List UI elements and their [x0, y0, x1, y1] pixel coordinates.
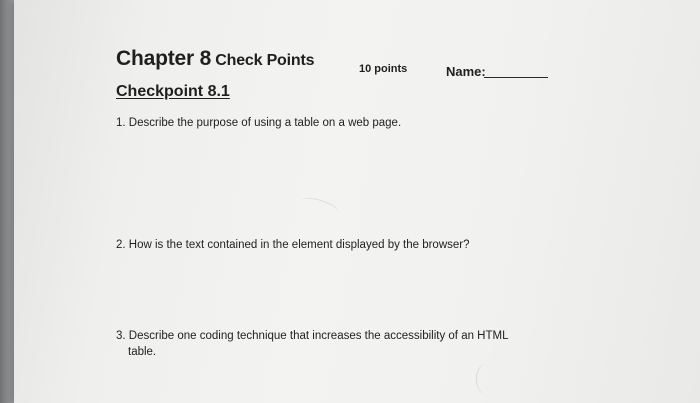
- name-blank-line: [484, 77, 548, 78]
- question-3-line-1: 3. Describe one coding technique that increases the accessibility of an HTML: [116, 330, 509, 342]
- question-1: 1. Describe the purpose of using a table on a web page.: [116, 117, 402, 129]
- chapter-title: [116, 47, 314, 71]
- question-3-line-2: table.: [128, 346, 157, 358]
- desk-edge: [0, 0, 14, 403]
- points-label: 10 points: [359, 63, 408, 75]
- paper-smudge: [299, 194, 342, 221]
- chapter-number: Chapter 8: [116, 47, 212, 70]
- name-label: Name:: [446, 64, 486, 79]
- question-3: [116, 328, 536, 360]
- section-title: Checkpoint 8.1: [116, 83, 230, 100]
- paper-smudge: [476, 364, 495, 394]
- question-2: 2. How is the text contained in the element displayed by the browser?: [116, 239, 470, 251]
- chapter-subtitle: Check Points: [211, 52, 315, 69]
